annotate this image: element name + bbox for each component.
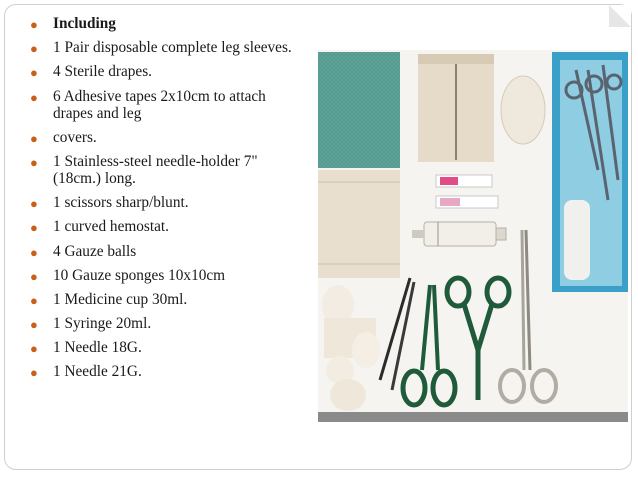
list-item — [30, 39, 306, 56]
list-item — [30, 129, 306, 146]
bullet-icon: ● — [30, 292, 38, 308]
bullet-icon: ● — [30, 268, 38, 284]
bullet-icon: ● — [30, 65, 38, 81]
bullet-icon: ● — [30, 365, 38, 381]
list-item — [30, 88, 306, 122]
list-item-text: 1 Stainless-steel needle-holder 7" (18cm.) long. — [53, 152, 258, 187]
bullet-icon: ● — [30, 41, 38, 57]
list-item-text: 4 Sterile drapes. — [53, 63, 152, 81]
list-item-text: 1 Medicine cup 30ml. — [53, 290, 188, 308]
list-item-text: 1 Pair disposable complete leg sleeves. — [53, 39, 292, 57]
page-curl — [609, 5, 631, 27]
surgical-kit-illustration — [318, 50, 628, 422]
list-item-text: covers. — [53, 128, 97, 146]
list-item — [30, 267, 306, 284]
kit-contents-list — [30, 15, 306, 388]
bullet-icon: ● — [30, 196, 38, 212]
list-item — [30, 153, 306, 187]
bullet-icon: ● — [30, 89, 38, 105]
list-item-text: 1 Needle 18G. — [53, 339, 142, 357]
list-item — [30, 218, 306, 235]
list-item — [30, 339, 306, 356]
list-item-text: Including — [53, 15, 116, 32]
list-item — [30, 363, 306, 380]
list-item-text: 6 Adhesive tapes 2x10cm to attach drapes and leg — [53, 87, 266, 122]
syringe — [412, 222, 506, 246]
list-item — [30, 63, 306, 80]
list-item-text: 4 Gauze balls — [53, 242, 137, 260]
list-item-text: 1 curved hemostat. — [53, 218, 169, 236]
list-item-text: 10 Gauze sponges 10x10cm — [53, 266, 226, 284]
folded-drape-top — [418, 54, 494, 162]
list-item-text: 1 Syringe 20ml. — [53, 315, 152, 333]
bullet-icon: ● — [30, 130, 38, 146]
blue-instrument-tray — [552, 52, 628, 292]
list-item — [30, 194, 306, 211]
bullet-icon: ● — [30, 17, 38, 32]
bullet-icon: ● — [30, 317, 38, 333]
surgical-kit-photo — [318, 50, 628, 422]
list-item — [30, 243, 306, 260]
list-item — [30, 15, 306, 32]
bullet-icon: ● — [30, 244, 38, 260]
list-item-text: 1 scissors sharp/blunt. — [53, 194, 189, 212]
folded-drape-bottom — [318, 170, 400, 278]
list-item — [30, 315, 306, 332]
bullet-icon: ● — [30, 154, 38, 170]
teal-drape — [318, 52, 400, 168]
bullet-icon: ● — [30, 341, 38, 357]
list-item-text: 1 Needle 21G. — [53, 363, 142, 381]
gauze-ball-large — [501, 76, 545, 144]
list-item — [30, 291, 306, 308]
bullet-icon: ● — [30, 220, 38, 236]
